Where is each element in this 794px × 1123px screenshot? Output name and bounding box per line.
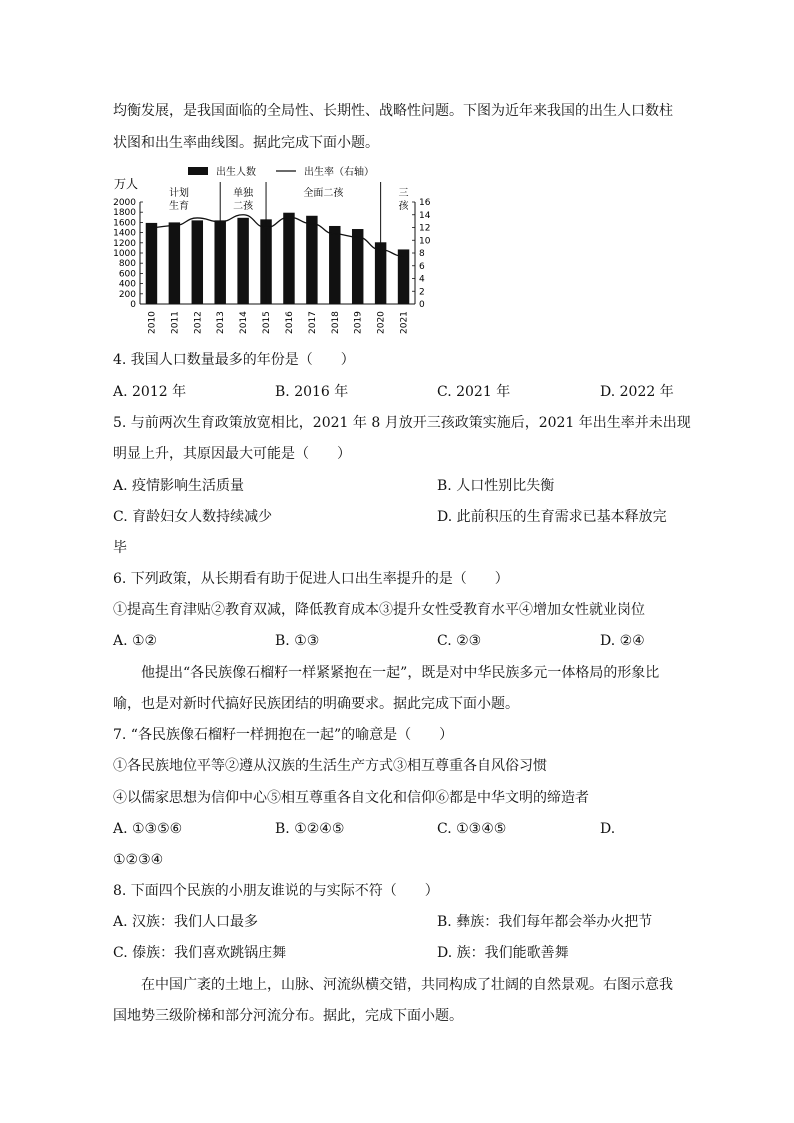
x-tick-label: 2010 — [147, 311, 158, 334]
legend-bar-label: 出生人数 — [216, 167, 256, 178]
right-tick-label: 0 — [419, 300, 425, 310]
policy-label-line1: 三 — [398, 188, 409, 199]
x-tick-label: 2019 — [353, 311, 364, 334]
q5-option-b[interactable]: B. 人口性别比失衡 — [437, 478, 555, 494]
bar-birth-2017 — [306, 216, 317, 304]
q8-option-c[interactable]: C. 傣族：我们喜欢跳锅庄舞 — [113, 945, 287, 961]
x-tick-label: 2016 — [284, 311, 295, 334]
left-tick-label: 200 — [118, 289, 136, 300]
policy-label-line2: 孩 — [398, 201, 409, 212]
q5-option-d-continued: 毕 — [113, 540, 127, 556]
left-tick-label: 0 — [130, 300, 136, 310]
policy-label-line2: 二孩 — [233, 201, 254, 212]
q7-option-c[interactable]: C. ①③④⑤ — [437, 821, 507, 837]
left-tick-label: 1200 — [113, 238, 136, 249]
x-tick-label: 2011 — [170, 311, 181, 334]
bar-birth-2011 — [169, 222, 180, 304]
bar-birth-2019 — [352, 229, 363, 304]
right-tick-label: 8 — [419, 249, 425, 259]
q7-option-d-continued: ①②③④ — [113, 852, 164, 868]
passage3-line-2: 国地势三级阶梯和部分河流分布。据此，完成下面小题。 — [113, 1008, 463, 1024]
left-tick-label: 1000 — [113, 249, 136, 259]
passage2-line-2: 喻，也是对新时代搞好民族团结的明确要求。据此完成下面小题。 — [113, 696, 519, 712]
left-tick-label: 2000 — [113, 198, 136, 208]
chart-legend — [188, 165, 374, 178]
x-tick-label: 2014 — [239, 311, 250, 334]
q4-option-b[interactable]: B. 2016 年 — [275, 384, 349, 400]
q7-option-d[interactable]: D. — [600, 821, 616, 837]
policy-label-line1: 全面二孩 — [303, 188, 344, 199]
q4-option-c[interactable]: C. 2021 年 — [437, 384, 511, 400]
policy-label-line1: 计划 — [168, 188, 189, 199]
q5-stem-line-2: 明显上升，其原因最大可能是（ ） — [113, 446, 351, 462]
right-tick-label: 14 — [419, 210, 430, 221]
left-tick-label: 1400 — [113, 228, 136, 239]
q6-option-b[interactable]: B. ①③ — [275, 633, 320, 649]
policy-label-line1: 单独 — [233, 188, 254, 199]
left-axis-unit: 万人 — [114, 177, 139, 191]
x-tick-label: 2018 — [330, 311, 341, 334]
q7-stem: 7. “各民族像石榴籽一样拥抱在一起”的喻意是（ ） — [113, 727, 454, 743]
q8-option-d[interactable]: D. 族：我们能歌善舞 — [437, 945, 569, 961]
q5-option-a[interactable]: A. 疫情影响生活质量 — [113, 478, 245, 494]
passage3-line-1: 在中国广袤的土地上，山脉、河流纵横交错，共同构成了壮阔的自然景观。右图示意我 — [141, 977, 673, 993]
right-tick-label: 6 — [419, 261, 425, 272]
q7-items-line-1: ①各民族地位平等②遵从汉族的生活生产方式③相互尊重各自风俗习惯 — [113, 758, 547, 774]
intro-line-1: 均衡发展，是我国面临的全局性、长期性、战略性问题。下图为近年来我国的出生人口数柱 — [113, 103, 673, 119]
intro-line-2: 状图和出生率曲线图。据此完成下面小题。 — [113, 135, 379, 151]
q4-option-a[interactable]: A. 2012 年 — [113, 384, 187, 400]
x-tick-label: 2013 — [216, 311, 227, 334]
q6-option-a[interactable]: A. ①② — [113, 633, 158, 649]
right-tick-label: 4 — [419, 274, 425, 285]
legend-line-label: 出生率（右轴） — [304, 167, 374, 178]
bar-birth-2014 — [237, 218, 248, 304]
left-tick-label: 1800 — [113, 208, 136, 219]
q5-stem-line-1: 5. 与前两次生育政策放宽相比，2021 年 8 月放开三孩政策实施后，2021 年出生率并未出现 — [113, 415, 691, 431]
bar-birth-2018 — [329, 226, 340, 304]
q5-option-d[interactable]: D. 此前积压的生育需求已基本释放完 — [437, 509, 667, 525]
left-tick-label: 800 — [118, 259, 136, 270]
q7-items-line-2: ④以儒家思想为信仰中心⑤相互尊重各自文化和信仰⑥都是中华文明的缔造者 — [113, 790, 589, 806]
right-tick-label: 2 — [419, 287, 425, 298]
bar-birth-2012 — [192, 220, 203, 304]
right-tick-label: 16 — [419, 198, 430, 208]
x-tick-label: 2020 — [376, 311, 387, 334]
right-tick-label: 12 — [419, 223, 430, 234]
q6-items: ①提高生育津贴②教育双减，降低教育成本③提升女性受教育水平④增加女性就业岗位 — [113, 602, 645, 618]
left-tick-label: 600 — [118, 269, 136, 280]
q7-option-a[interactable]: A. ①③⑤⑥ — [113, 821, 183, 837]
left-tick-label: 1600 — [113, 218, 136, 229]
bar-birth-2016 — [283, 213, 294, 304]
bar-birth-2021 — [398, 249, 409, 304]
policy-label-line2: 生育 — [168, 201, 189, 212]
q4-option-d[interactable]: D. 2022 年 — [600, 384, 674, 400]
x-tick-label: 2015 — [262, 311, 273, 334]
birth-rate-line — [151, 215, 403, 256]
left-tick-label: 400 — [118, 279, 136, 290]
q8-option-b[interactable]: B. 彝族：我们每年都会举办火把节 — [437, 914, 653, 930]
x-tick-label: 2021 — [399, 311, 410, 334]
q8-option-a[interactable]: A. 汉族：我们人口最多 — [113, 914, 259, 930]
x-tick-label: 2012 — [193, 311, 204, 334]
x-tick-label: 2017 — [307, 311, 318, 334]
q6-stem: 6. 下列政策，从长期看有助于促进人口出生率提升的是（ ） — [113, 571, 509, 587]
q6-option-c[interactable]: C. ②③ — [437, 633, 482, 649]
legend-bar-swatch — [188, 167, 208, 175]
birth-chart — [110, 160, 430, 340]
q7-option-b[interactable]: B. ①②④⑤ — [275, 821, 345, 837]
q5-option-c[interactable]: C. 育龄妇女人数持续减少 — [113, 509, 273, 525]
passage2-line-1: 他提出“各民族像石榴籽一样紧紧抱在一起”，既是对中华民族多元一体格局的形象比 — [141, 665, 660, 681]
q4-stem: 4. 我国人口数量最多的年份是（ ） — [113, 352, 355, 368]
q6-option-d[interactable]: D. ②④ — [600, 633, 645, 649]
q8-stem: 8. 下面四个民族的小朋友谁说的与实际不符（ ） — [113, 883, 439, 899]
right-tick-label: 10 — [419, 236, 430, 247]
bar-birth-2010 — [146, 223, 157, 304]
